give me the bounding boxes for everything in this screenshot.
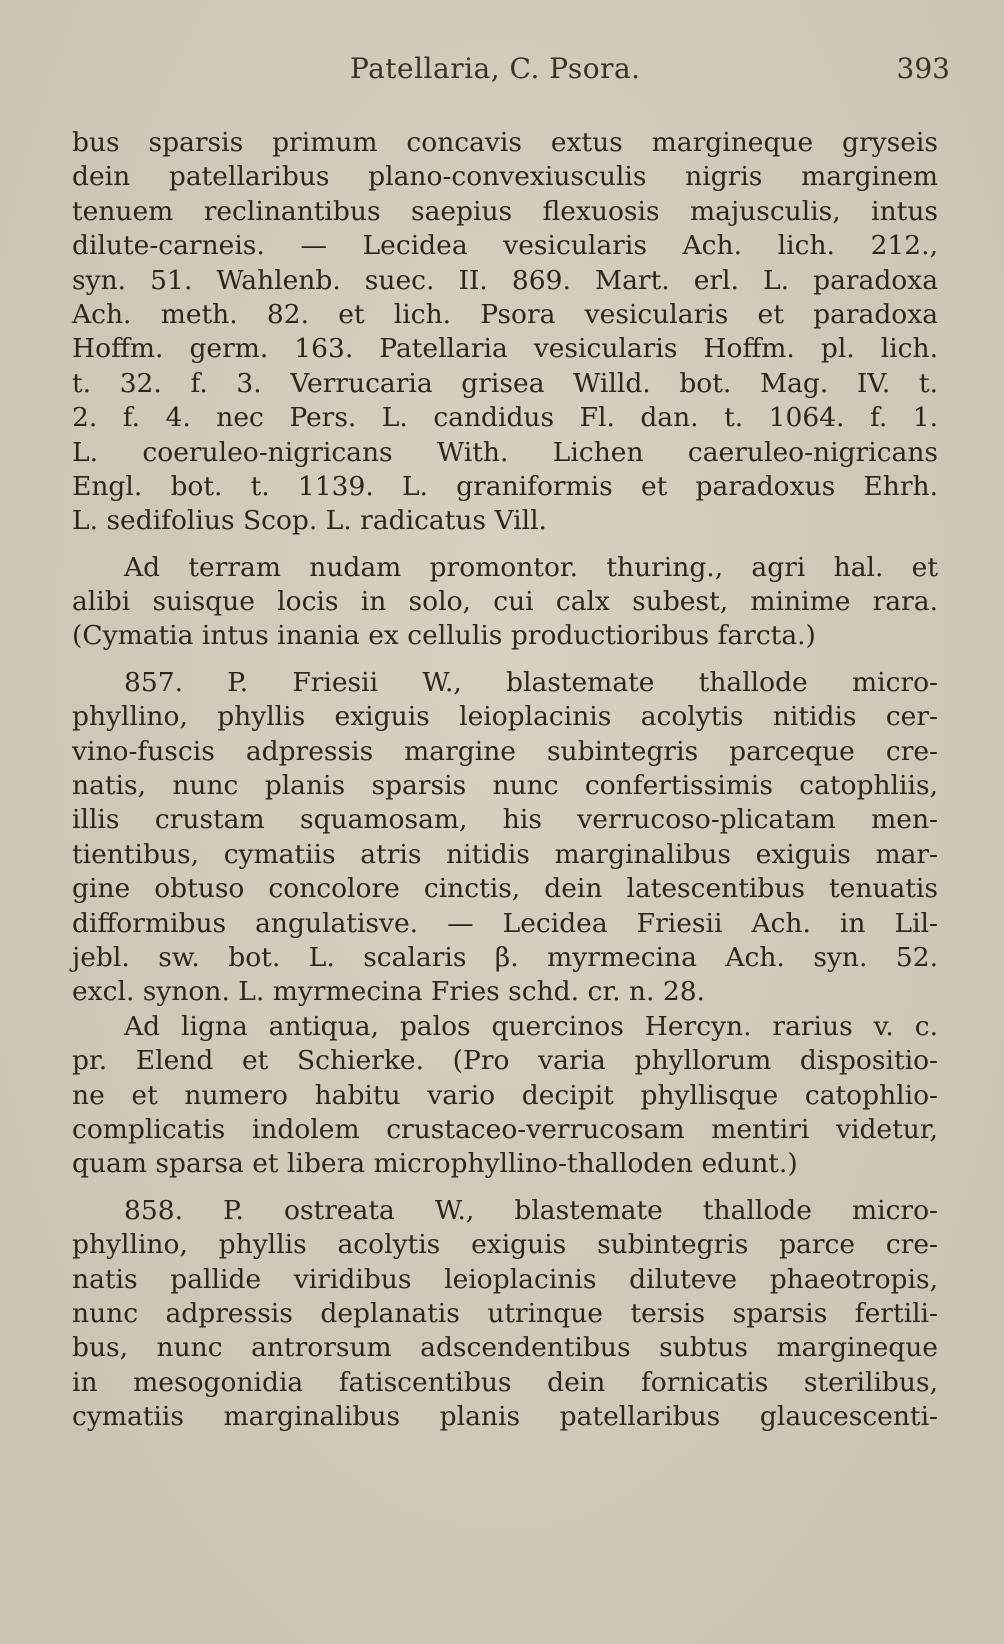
text-line: illis crustam squamosam, his verrucoso-plicatam men- bbox=[72, 804, 938, 836]
species-857 bbox=[72, 666, 938, 1010]
text-line: syn. 51. Wahlenb. suec. II. 869. Mart. erl. L. paradoxa bbox=[72, 264, 938, 296]
text-line: t. 32. f. 3. Verrucaria grisea Willd. bot. Mag. IV. t. bbox=[72, 367, 938, 399]
text-line: complicatis indolem crustaceo-verrucosam mentiri videtur, bbox=[72, 1113, 938, 1145]
text-line: natis pallide viridibus leioplacinis diluteve phaeotropis, bbox=[72, 1263, 938, 1295]
text-line: dilute-carneis. — Lecidea vesicularis Ach. lich. 212., bbox=[72, 230, 938, 262]
text-line: in mesogonidia fatiscentibus dein fornicatis sterilibus, bbox=[72, 1366, 938, 1398]
habitat-paragraph bbox=[72, 551, 938, 654]
text-line: tientibus, cymatiis atris nitidis marginalibus exiguis mar- bbox=[72, 838, 938, 870]
text-line: (Cymatia intus inania ex cellulis productioribus farcta.) bbox=[72, 620, 816, 652]
text-line: L. coeruleo-nigricans With. Lichen caeruleo-nigricans bbox=[72, 436, 938, 468]
text-line: tenuem reclinantibus saepius flexuosis majusculis, intus bbox=[72, 195, 938, 227]
text-line: Ad ligna antiqua, palos quercinos Hercyn. rarius v. c. bbox=[124, 1010, 938, 1042]
text-line: 858. P. ostreata W., blastemate thallode micro- bbox=[124, 1194, 938, 1226]
text-line: jebl. sw. bot. L. scalaris β. myrmecina Ach. syn. 52. bbox=[72, 941, 938, 973]
text-line: quam sparsa et libera microphyllino-thalloden edunt.) bbox=[72, 1148, 798, 1180]
text-line: phyllino, phyllis exiguis leioplacinis acolytis nitidis cer- bbox=[72, 701, 938, 733]
text-line: difformibus angulatisve. — Lecidea Friesii Ach. in Lil- bbox=[72, 907, 938, 939]
page-header bbox=[70, 52, 950, 96]
text-line: Hoffm. germ. 163. Patellaria vesicularis Hoffm. pl. lich. bbox=[72, 333, 938, 365]
text-line: alibi suisque locis in solo, cui calx subest, minime rara. bbox=[72, 586, 938, 618]
text-line: phyllino, phyllis acolytis exiguis subintegris parce cre- bbox=[72, 1229, 938, 1261]
text-line: ne et numero habitu vario decipit phyllisque catophlio- bbox=[72, 1079, 938, 1111]
habitat-857 bbox=[72, 1010, 938, 1182]
body-text bbox=[72, 126, 938, 1434]
text-line: Engl. bot. t. 1139. L. graniformis et paradoxus Ehrh. bbox=[72, 470, 938, 502]
text-line: 857. P. Friesii W., blastemate thallode micro- bbox=[124, 666, 938, 698]
running-title: Patellaria, C. Psora. bbox=[350, 52, 641, 85]
text-line: 2. f. 4. nec Pers. L. candidus Fl. dan. t. 1064. f. 1. bbox=[72, 402, 938, 434]
page-number: 393 bbox=[896, 52, 950, 85]
text-line: bus, nunc antrorsum adscendentibus subtus margineque bbox=[72, 1332, 938, 1364]
text-line: pr. Elend et Schierke. (Pro varia phyllorum dispositio- bbox=[72, 1045, 938, 1077]
text-line: natis, nunc planis sparsis nunc confertissimis catophliis, bbox=[72, 770, 938, 802]
text-line: gine obtuso concolore cinctis, dein latescentibus tenuatis bbox=[72, 873, 938, 905]
text-line: Ad terram nudam promontor. thuring., agri hal. et bbox=[124, 551, 938, 583]
text-line: cymatiis marginalibus planis patellaribus glaucescenti- bbox=[72, 1401, 938, 1433]
text-line: vino-fuscis adpressis margine subintegris parceque cre- bbox=[72, 735, 938, 767]
species-858 bbox=[72, 1194, 938, 1435]
continued-description bbox=[72, 126, 938, 539]
text-line: dein patellaribus plano-convexiusculis nigris marginem bbox=[72, 161, 938, 193]
text-line: Ach. meth. 82. et lich. Psora vesicularis et paradoxa bbox=[72, 298, 938, 330]
text-line: excl. synon. L. myrmecina Fries schd. cr. n. 28. bbox=[72, 976, 705, 1008]
text-line: bus sparsis primum concavis extus margineque gryseis bbox=[72, 127, 938, 158]
text-line: nunc adpressis deplanatis utrinque tersis sparsis fertili- bbox=[72, 1297, 938, 1329]
text-line: L. sedifolius Scop. L. radicatus Vill. bbox=[72, 505, 547, 537]
